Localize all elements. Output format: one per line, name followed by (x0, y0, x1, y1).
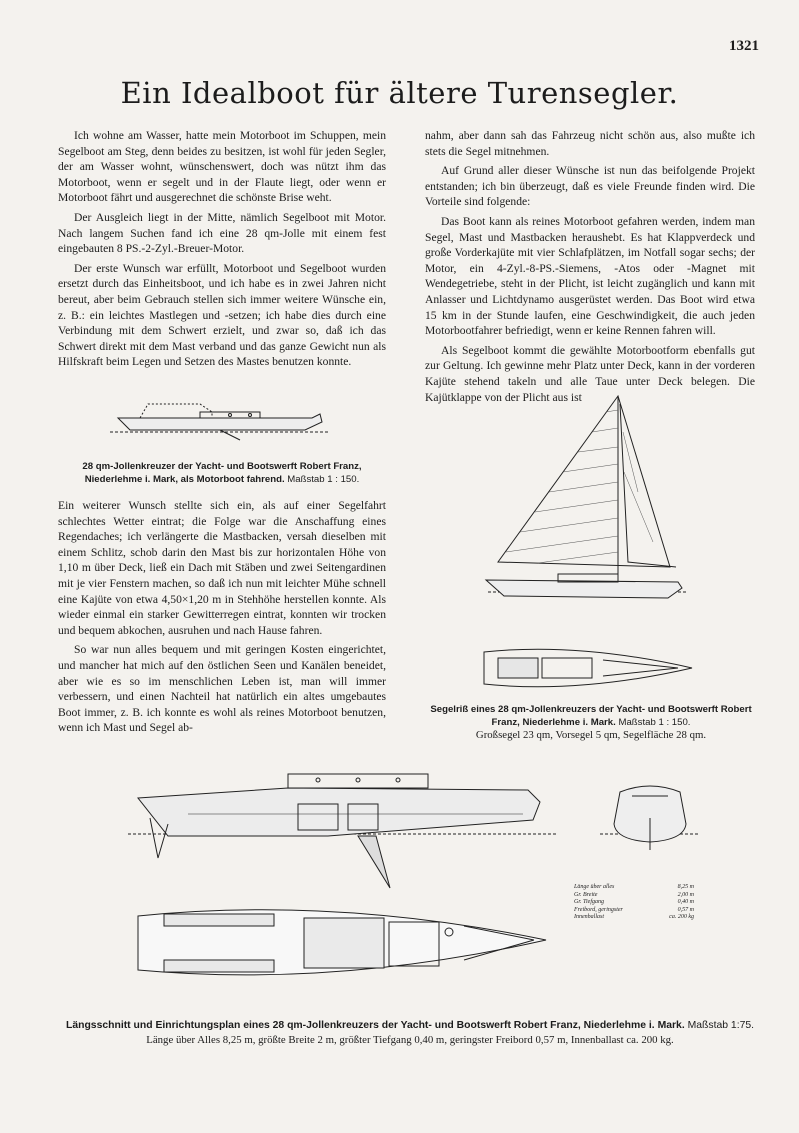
sail-plan-drawing (478, 392, 694, 614)
page-number: 1321 (729, 38, 759, 54)
cross-section-drawing (600, 778, 700, 854)
spec-value: ca. 200 kg (669, 914, 694, 921)
spec-label: Innenballast (574, 914, 604, 921)
spec-table (574, 884, 694, 922)
paragraph: Das Boot kann als reines Motorboot gefahren werden, indem man Segel, Mast und Mastbacken heraushebt. Es hat Klappverdeck und große Vorderkajüte mit vier Schlafplätzen, im Notfall sogar sechs; der Motor, ein 4-Zyl.-8-PS.-Siemens, -Atos oder -Magnet mit Wendegetriebe, steht in der Plicht, ist leicht zugänglich und kann mit Anlasser und Lichtdynamo ausgerüstet werden. Das Boot wird etwa 15 km in der Stunde laufen, eine Geschwindigkeit, die auch jeden Motorbootfahrer befriedigt, wenn er keine Rennen fahren will. (425, 214, 755, 338)
deck-plan-drawing (478, 640, 698, 696)
spec-label: Gr. Breite (574, 891, 598, 898)
motorboat-caption (72, 460, 372, 486)
page-title: Ein Idealboot für ältere Turensegler. (120, 76, 679, 110)
paragraph: Auf Grund aller dieser Wünsche ist nun das beifolgende Projekt entstanden; ich bin überzeugt, daß es viele Freunde finden wird. Die Vorteile sind folgende: (425, 164, 755, 209)
spec-value: 0,40 m (677, 899, 694, 906)
article-column-left-top (58, 128, 386, 374)
caption-subtext: Großsegel 23 qm, Vorsegel 5 qm, Segelfläche 28 qm. (475, 729, 707, 741)
accommodation-plan-drawing (134, 896, 554, 992)
spec-row (574, 884, 694, 892)
spec-row (574, 899, 694, 907)
article-column-left-mid (58, 498, 386, 740)
spec-value: 2,00 m (677, 891, 694, 898)
spec-label: Gr. Tiefgang (574, 899, 605, 906)
paragraph: So war nun alles bequem und mit geringen Kosten eingerichtet, und mancher hat mich auf den östlichen Seen und Kanälen beneidet, aber wie es so im menschlichen Leben ist, man will immer verbessern, und einen Nachteil hat natürlich ein altes umgebautes Boot immer, z. B. ich konnte es wohl als reines Motorboot benutzen, wenn ich Mast und Segel ab- (58, 643, 386, 735)
motorboat-profile-drawing (100, 392, 340, 452)
article-column-right-top (425, 128, 755, 409)
paragraph: Der Ausgleich liegt in der Mitte, nämlich Segelboot mit Motor. Nach langem Suchen fand ich eine 28 qm-Jolle mit einem fest eingebauten 8 PS.-2-Zyl.-Breuer-Motor. (58, 210, 386, 256)
paragraph: Der erste Wunsch war erfüllt, Motorboot und Segelboot wurden ersetzt durch das Einheitsboot, und ich habe es in zwei Jahren nicht bereut, aber beim Gebrauch stellen sich immer weitere Wünsche ein, z. B.: ein leichtes Mastlegen und -setzen; ich habe dies durch eine Verbindung mit dem Schwert erzielt, und zwar so, daß ich das Schwert direkt mit dem Mast verband und das ganze Gewicht nun als Hilfskraft beim Legen und Setzen des Mastes benutzen konnte. (58, 261, 386, 369)
caption-text: Segelriß eines 28 qm-Jollenkreuzers der Yacht- und Bootswerft Robert Franz, Niederlehme i. Mark. (430, 704, 752, 728)
caption-scale: Maßstab 1 : 150. (287, 474, 360, 485)
paragraph: Ich wohne am Wasser, hatte mein Motorboot im Schuppen, mein Segelboot am Steg, denn beides zu besitzen, ist wohl für jeden Segler, der am Wasser wohnt, wünschenswert, doch was nützt ihm das Motorboot, wenn er segelt und in der Flaute liegt, oder wenn er Motorboot fährt und ausgerechnet die schönste Brise weht. (58, 129, 386, 205)
spec-row (574, 907, 694, 915)
spec-row (574, 914, 694, 922)
spec-value: 0,57 m (677, 906, 694, 913)
longitudinal-section-drawing (128, 760, 558, 900)
spec-label: Länge über alles (574, 884, 615, 890)
caption-scale: Maßstab 1 : 150. (618, 717, 691, 728)
paragraph: nahm, aber dann sah das Fahrzeug nicht schön aus, also mußte ich stets die Segel mitnehmen. (425, 129, 755, 158)
sail-plan-caption (424, 703, 758, 742)
plan-caption (60, 1019, 760, 1048)
paragraph: Als Segelboot kommt die gewählte Motorbootform ebenfalls gut zur Geltung. Ich gewinne mehr Platz unter Deck, kann in der vorderen Kajüte stehend takeln und alle Taue unter Deck belegen. Die Kajütklappe von der Plicht aus ist (425, 343, 755, 404)
spec-value: 8,25 m (677, 884, 694, 890)
caption-text: 28 qm-Jollenkreuzer der Yacht- und Bootswerft Robert Franz, Niederlehme i. Mark, als Motorboot fahrend. (82, 461, 362, 485)
spec-label: Freibord, geringster (574, 906, 623, 913)
caption-subtext: Länge über Alles 8,25 m, größte Breite 2 m, größter Tiefgang 0,40 m, geringster Freibord 0,57 m, Innenballast ca. 200 kg. (146, 1034, 674, 1046)
caption-scale: Maßstab 1:75. (687, 1020, 755, 1031)
caption-text: Längsschnitt und Einrichtungsplan eines 28 qm-Jollenkreuzers der Yacht- und Bootswerft Robert Franz, Niederlehme i. Mark. (65, 1020, 685, 1031)
paragraph: Ein weiterer Wunsch stellte sich ein, als auf einer Segelfahrt schlechtes Wetter eintrat; die Folge war die Anschaffung eines Regendaches; ich verlängerte die Mastbacken, versah dieselben mit einem Schlitz, schob darin den Mast bis zur horizontalen Höhe von 1,10 m über Deck, ließ ein Dach mit Stäben und zwei Seitengardinen mit je vier Fenstern machen, so daß ich nun mit leichter Mühe schnell eine Kajüte von etwa 4,50×1,20 m in Stehhöhe herstellen konnte. Als wieder einmal ein starker Gewitterregen eintrat, konnten wir trocken und bequem abkochen, ausruhen und nach Hause fahren. (58, 499, 386, 637)
